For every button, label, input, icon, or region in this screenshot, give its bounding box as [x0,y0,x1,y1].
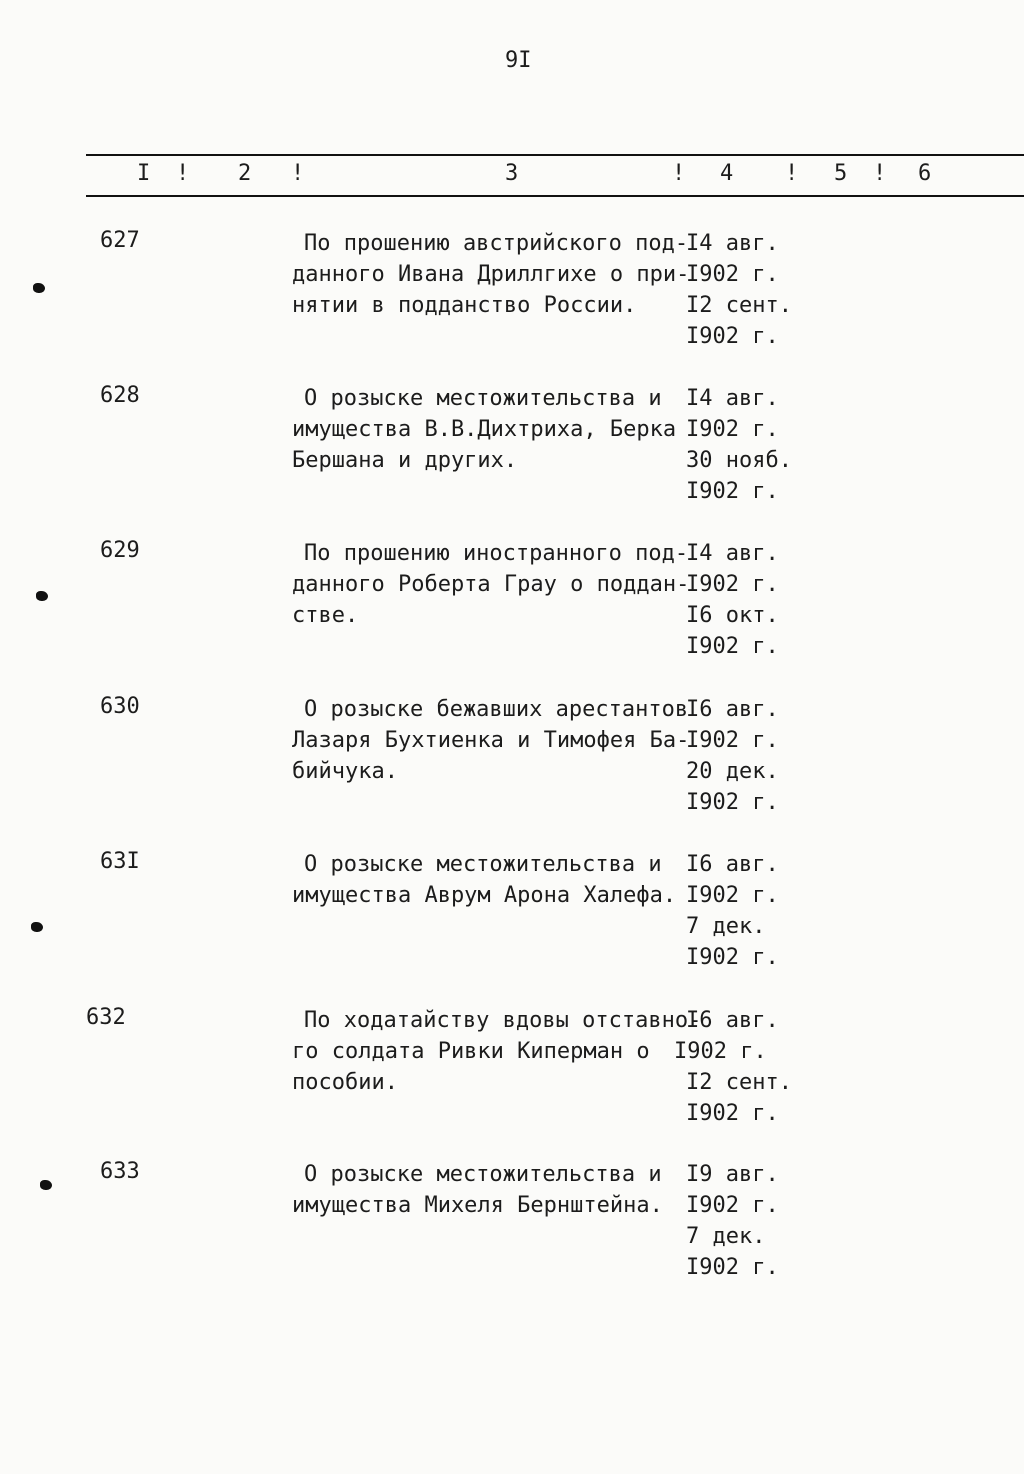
description-line: пособии. [292,1070,398,1095]
date-line: I6 авг. [686,1008,779,1033]
table-row [0,1159,1024,1309]
entry-description [292,228,690,321]
description-line: О розыске местожительства и [304,852,662,877]
entry-dates [686,849,779,973]
entry-dates [686,228,792,352]
description-line: Лазаря Бухтиенка и Тимофея Ба- [292,728,690,753]
date-line: I902 г. [686,634,779,659]
description-line: го солдата Ривки Киперман о [292,1039,650,1064]
description-line: О розыске местожительства и [304,1162,662,1187]
entry-number: 633 [100,1159,140,1184]
date-line: I4 авг. [686,386,779,411]
date-line: I4 авг. [686,231,779,256]
table-row [0,1005,1024,1155]
date-line: I902 г. [686,790,779,815]
date-line: I902 г. [686,479,779,504]
date-line: I9 авг. [686,1162,779,1187]
column-separator: ! [785,161,799,186]
date-line: I902 г. [686,945,779,970]
description-line: имущества В.В.Дихтриха, Берка [292,417,677,442]
entry-description [292,1005,702,1098]
date-line: I902 г. [686,883,779,908]
table-row [0,228,1024,378]
entry-description [292,538,690,631]
entry-dates [686,1159,779,1283]
date-line: I902 г. [686,1255,779,1280]
date-line: I6 окт. [686,603,779,628]
description-line: О розыске бежавших арестантов [304,697,689,722]
binding-hole-mark [31,922,43,932]
date-line: I4 авг. [686,541,779,566]
date-line: 7 дек. [686,914,766,939]
entry-description [292,1159,682,1221]
date-line: I902 г. [686,728,779,753]
entry-description [292,383,682,476]
column-separator: ! [291,161,305,186]
binding-hole-mark [36,591,48,601]
binding-hole-mark [33,283,45,293]
description-line: имущества Аврум Арона Халефа. [292,883,677,908]
description-line: По прошению иностранного под- [304,541,689,566]
table-row [0,694,1024,844]
description-line: По ходатайству вдовы отставно- [304,1008,702,1033]
entry-dates [686,694,779,818]
date-line: I902 г. [674,1039,767,1064]
entry-dates [686,383,792,507]
header-bottom-rule [86,195,1024,197]
column-header-3: 3 [505,161,519,186]
date-line: I902 г. [686,1193,779,1218]
date-line: I902 г. [686,1101,779,1126]
table-row [0,538,1024,688]
description-line: данного Ивана Дриллгихе о при- [292,262,690,287]
date-line: I6 авг. [686,852,779,877]
header-top-rule [86,154,1024,156]
table-row [0,849,1024,999]
entry-number: 632 [86,1005,126,1030]
column-separator: ! [873,161,887,186]
column-header-4: 4 [720,161,734,186]
description-line: По прошению австрийского под- [304,231,689,256]
column-header-2: 2 [238,161,252,186]
entry-number: 627 [100,228,140,253]
entry-description [292,694,690,787]
entry-number: 628 [100,383,140,408]
description-line: нятии в подданство России. [292,293,637,318]
entry-number: 630 [100,694,140,719]
column-header-6: 6 [918,161,932,186]
date-line: 20 дек. [686,759,779,784]
binding-hole-mark [40,1180,52,1190]
description-line: имущества Михеля Бернштейна. [292,1193,663,1218]
page-number: 9I [505,48,532,73]
entry-dates [674,1005,792,1129]
date-line: I902 г. [686,572,779,597]
date-line: I902 г. [686,417,779,442]
date-line: 30 нояб. [686,448,792,473]
date-line: 7 дек. [686,1224,766,1249]
date-line: I902 г. [686,324,779,349]
column-separator: ! [176,161,190,186]
entry-number: 63I [100,849,140,874]
date-line: I902 г. [686,262,779,287]
table-row [0,383,1024,533]
entry-dates [686,538,779,662]
column-header-5: 5 [834,161,848,186]
column-header-1: I [137,161,151,186]
date-line: I2 сент. [686,293,792,318]
entry-description [292,849,682,911]
date-line: I2 сент. [686,1070,792,1095]
description-line: стве. [292,603,359,628]
column-separator: ! [672,161,686,186]
description-line: бийчука. [292,759,398,784]
description-line: Бершана и других. [292,448,518,473]
entry-number: 629 [100,538,140,563]
description-line: О розыске местожительства и [304,386,662,411]
description-line: данного Роберта Грау о поддан- [292,572,690,597]
date-line: I6 авг. [686,697,779,722]
